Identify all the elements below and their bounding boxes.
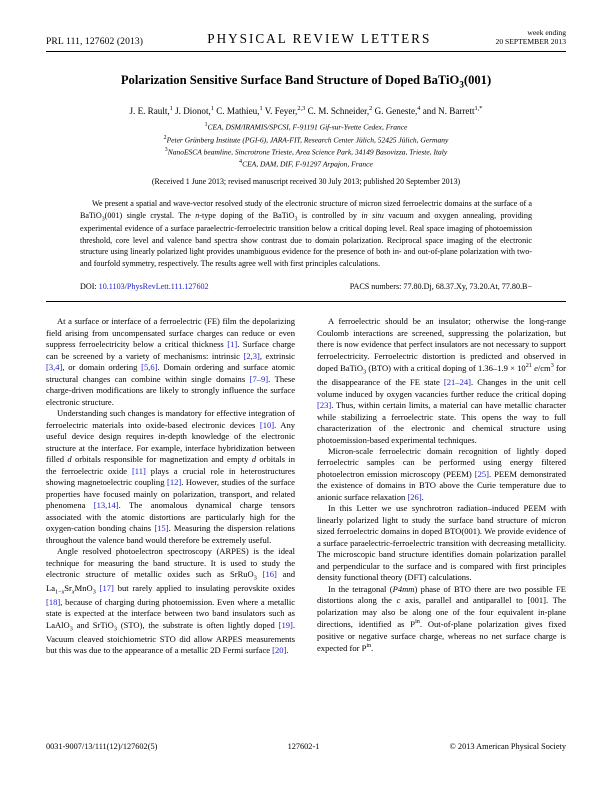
footer-page-number: 127602-1 <box>287 742 320 751</box>
citation[interactable]: [10] <box>259 419 275 430</box>
citation[interactable]: [26] <box>407 491 422 502</box>
paragraph: Micron-scale ferroelectric domain recognition of lightly doped ferroelectric samples can be performed using energy filtered photoelectron emission microscopy (PEEM) [25]. PEEM demonstrated the existence of domains in BTO above the Curie temperature due to anionic surface relaxation [26]. <box>317 446 566 502</box>
citation[interactable]: [18] <box>46 596 61 607</box>
paragraph: In this Letter we use synchrotron radiation–induced PEEM with linearly polarized light to study the surface band structure of micron sized ferroelectric domains in doped BTO(001). We provide evidence of a surface paraelectric-ferroelectric transition with decreasing metallicity. The microscopic band structure identifies domain polarization parallel and perpendicular to the surface and is compared with first principles density functional theory (DFT) calculations. <box>317 503 566 583</box>
footer-issn: 0031-9007/13/111(12)/127602(5) <box>46 742 158 751</box>
issue-date <box>496 28 566 48</box>
citation[interactable]: [1] <box>227 339 238 350</box>
body-columns <box>46 316 566 657</box>
doi-link[interactable]: 10.1103/PhysRevLett.111.127602 <box>98 282 209 292</box>
citation[interactable]: [5,6] <box>141 362 158 373</box>
paragraph: Angle resolved photoelectron spectroscopy (ARPES) is the ideal technique for measuring the band structure. It is used to study the electronic structure of metallic oxides such as SrRuO$_3$ [16] and $La_{1-x}Sr_xMnO_3$ [17] but rarely applied to insulating perovskite oxides [18], because of charging during photoemission. Even where a metallic state is expected at the interface between two band insulators such as LaAlO$_3$ and SrTiO$_3$ (STO), the substrate is often lightly doped [19]. Vacuum cleaved stoichiometric STO did allow ARPES measurements but this was due to the appearance of a metallic 2D Fermi surface [20]. <box>46 546 296 656</box>
doi-label: DOI: <box>80 282 97 292</box>
doi-pacs-line <box>80 282 532 291</box>
issue-date-line2: 20 SEPTEMBER 2013 <box>495 37 566 47</box>
citation[interactable]: [12] <box>166 477 182 488</box>
pacs-numbers: PACS numbers: 77.80.Dj, 68.37.Xy, 73.20.At, 77.80.B− <box>349 282 532 292</box>
issue-date-line1: week ending <box>527 28 566 37</box>
journal-reference-text: PRL 111, 127602 (2013) <box>46 35 144 47</box>
citation[interactable]: [13,14] <box>93 500 119 511</box>
citation[interactable]: [16] <box>262 569 277 579</box>
citation[interactable]: [25] <box>474 468 490 479</box>
paragraph: At a surface or interface of a ferroelectric (FE) film the depolarizing field arising from uncompensated surface charges can reduce or even suppress ferroelectricity below a critical thickness [1]. Surface charge can be screened by a variety of mechanisms: intrinsic [2,3], extrinsic [3,4], or domain ordering [5,6]. Domain ordering and surface atomic structural changes can combine within single domains [7–9]. These charge-driven modifications are likely to strongly influence the surface electronic structure. <box>46 316 296 407</box>
journal-name: PHYSICAL REVIEW LETTERS <box>207 30 432 46</box>
affiliation-1: $^1$CEA, DSM/IRAMIS/SPCSI, F-91191 Gif-sur-Yvette Cedex, France <box>204 122 408 132</box>
paragraph: In the tetragonal (P4mm) phase of BTO there are two possible FE distortions along the c axis, parallel and antiparallel to [001]. The polarization may also be along one of the four equivalent in-plane directions, identified as $P^{in}$. Out-of-plane polarization gives fixed positive or negative surface charge, whereas no net surface charge is expected for $P^{in}$. <box>317 583 566 653</box>
page-title: Polarization Sensitive Surface Band Structure of Doped BaTiO$_3$(001) <box>120 72 492 90</box>
citation[interactable]: [23] <box>317 400 332 411</box>
abstract: We present a spatial and wave-vector resolved study of the electronic structure of micron sized ferroelectric domains at the surface of a BaTiO$_3$(001) single crystal. The n-type doping of the BaTiO$_3$ is controlled by in situ vacuum and oxygen annealing, providing experimental evidence of a surface paraelectric-ferroelectric transition below a critical doping level. Real space imaging of photoemission threshold, core level and valence band spectra show contrast due to domain polarization. Reciprocal space imaging of the electronic structure using linearly polarized light provides unambiguous evidence for the presence of both in- and out-of-plane polarization with two- and fourfold symmetry, respectively. The results agree well with first principles calculations. <box>80 199 532 268</box>
citation[interactable]: [20] <box>272 645 287 656</box>
footer-copyright: © 2013 American Physical Society <box>449 742 566 751</box>
left-column <box>46 316 295 657</box>
page-footer <box>46 742 566 751</box>
paragraph: A ferroelectric should be an insulator; otherwise the long-range Coulomb interactions are screened, suppressing the polarization, but there is now evidence that perfect insulators are not necessary to support ferroelectricity. Ferroelectric distortion is predicted and observed in doped BaTiO$_3$ (BTO) with a critical doping of $1.36-1.9 \times 10^{21}$ $e/cm^3$ for the disappearance of the FE state [21–24]. Changes in the unit cell volume induced by oxygen vacancies further reduce the critical doping [23]. Thus, within certain limits, a material can have metallic character while stabilizing a ferroelectric state. This opens the way to full characterization of the electronic and chemical structure using photoemission-based experimental techniques. <box>317 316 566 445</box>
page-content <box>46 28 566 657</box>
citation[interactable]: [19] <box>278 619 293 630</box>
affiliation-4: $^4$CEA, DAM, DIF, F-91297 Arpajon, France <box>239 158 373 169</box>
citation[interactable]: [17] <box>99 582 114 593</box>
citation[interactable]: [7–9] <box>249 373 269 384</box>
abstract-rule <box>46 301 566 302</box>
paragraph: Understanding such changes is mandatory for effective integration of ferroelectric materials into oxide-based electronic devices [10]. Any useful device design requires in-depth knowledge of the electronic structure at the interface. For example, interface hybridization between filled d orbitals responsible for magnetization and empty d orbitals in the ferroelectric oxide [11] plays a crucial role in heterostructures showing magnetoelectric coupling [12]. However, studies of the surface properties have focused mainly on polarization, transport, and related phenomena [13,14]. The anomalous dynamical charge tensors associated with the atomic distortions are particularly high for the oxygen-cation bonding chains [15]. Measuring the dispersion relations throughout the valence band would therefore be extremely useful. <box>46 408 296 545</box>
right-column <box>317 316 566 657</box>
doi-block <box>80 282 209 291</box>
affiliation-list <box>46 121 566 170</box>
journal-reference <box>46 36 143 48</box>
received-dates: (Received 1 June 2013; revised manuscript received 30 July 2013; published 20 September 2013) <box>151 177 461 187</box>
citation[interactable]: [3,4] <box>46 362 63 373</box>
author-list: J. E. Rault,$^1$ J. Dionot,$^1$ C. Mathieu,$^1$ V. Feyer,$^{2,3}$ C. M. Schneider,$^2$ G. Geneste,$^4$ and N. Barrett$^{1,*}$ <box>129 105 483 117</box>
citation[interactable]: [2,3] <box>243 350 260 361</box>
citation[interactable]: [11] <box>131 465 146 476</box>
citation[interactable]: [21–24] <box>443 377 471 388</box>
header-rule <box>46 51 566 52</box>
citation[interactable]: [15] <box>154 523 169 534</box>
affiliation-3: $^3$NanoESCA beamline, Sincrotrone Trieste, Area Science Park, 34149 Basovizza, Trieste, Italy <box>164 146 448 157</box>
masthead <box>46 28 566 48</box>
affiliation-2: $^2$Peter Grünberg Institute (PGI-6), JARA-FIT, Research Center Jülich, 52425 Jülich, Germany <box>163 134 449 145</box>
